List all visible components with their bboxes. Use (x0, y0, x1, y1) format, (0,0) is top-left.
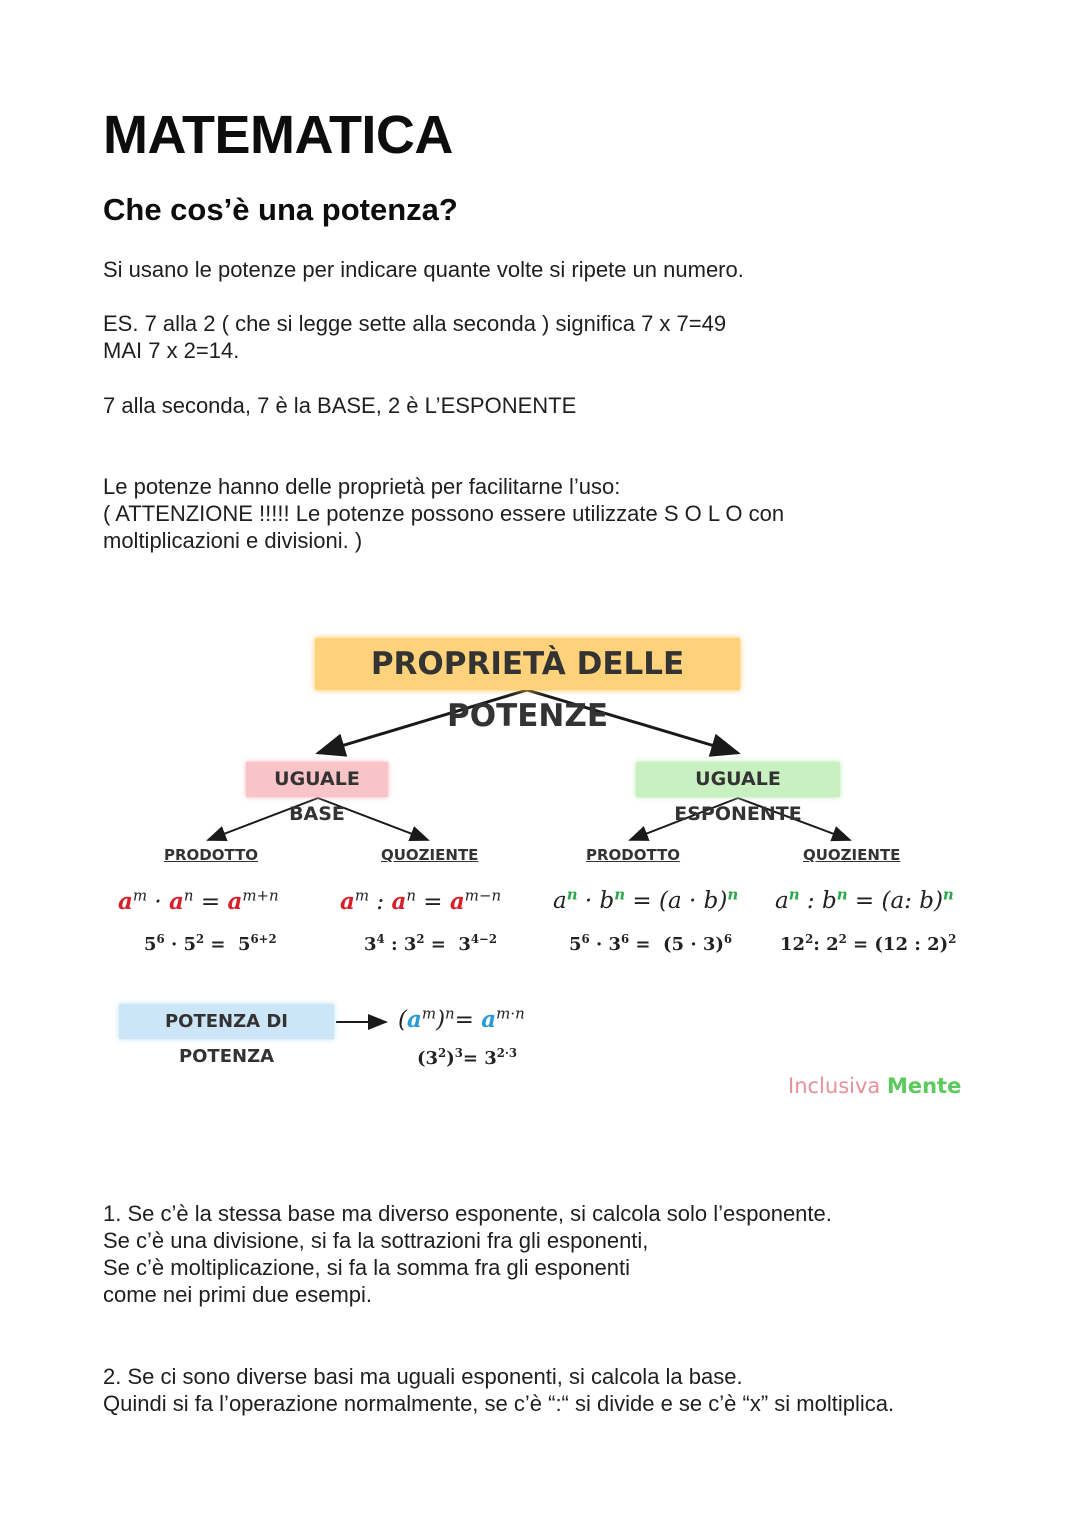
properties-line-3: moltiplicazioni e divisioni. ) (103, 528, 363, 553)
rule1-line-4: come nei primi due esempi. (103, 1282, 373, 1307)
uguale-base-box: UGUALE BASE (246, 762, 388, 797)
example-line-1: ES. 7 alla 2 ( che si legge sette alla seconda ) significa 7 x 7=49 (103, 311, 727, 336)
uguale-esponente-box: UGUALE ESPONENTE (636, 762, 840, 797)
formula-power-of-power: $(a^m)^n= a^{m\cdot n}$ (398, 1004, 525, 1033)
rule1-line-3: Se c’è moltiplicazione, si fa la somma fra gli esponenti (103, 1255, 631, 1280)
properties-line-1: Le potenze hanno delle proprietà per facilitarne l’uso: (103, 474, 621, 499)
right-quoziente-label: QUOZIENTE (803, 846, 901, 864)
example-line-2: MAI 7 x 2=14. (103, 338, 240, 363)
powers-diagram (0, 600, 1080, 1120)
brand-part-mente: Mente (886, 1074, 962, 1098)
example-same-exp-quotient: $12^2$: $2^2 = (12$ : 2)$^2$ (780, 932, 957, 955)
rule1-line-2: Se c’è una divisione, si fa la sottrazioni fra gli esponenti, (103, 1228, 649, 1253)
main-title-box: PROPRIETÀ DELLE POTENZE (315, 638, 740, 690)
left-quoziente-label: QUOZIENTE (381, 846, 479, 864)
brand-part-inclusiva: Inclusiva (788, 1074, 881, 1098)
example-same-base-quotient: $3^4$ : $3^2 = 3^{4-2}$ (364, 932, 497, 955)
example-power-of-power: $(3^2)^3= 3^{2\cdot 3}$ (417, 1046, 518, 1069)
rule1-line-1: 1. Se c’è la stessa base ma diverso esponente, si calcola solo l’esponente. (103, 1201, 832, 1226)
left-prodotto-label: PRODOTTO (164, 846, 259, 864)
example-same-base-product: $5^6 \cdot 5^2 = 5^{6+2}$ (144, 932, 277, 955)
example-same-exp-product: $5^6 \cdot 3^6 = (5 \cdot 3)^6$ (569, 932, 733, 955)
brand-watermark (788, 1074, 961, 1098)
intro-paragraph: Si usano le potenze per indicare quante volte si ripete un numero. (103, 257, 744, 282)
formula-same-exp-quotient: $a^n$ : $b^n = (a$: b)$^n$ (775, 885, 954, 914)
right-prodotto-label: PRODOTTO (586, 846, 681, 864)
formula-same-exp-product: $a^n \cdot b^n = (a \cdot b)^n$ (553, 885, 739, 914)
properties-line-2: ( ATTENZIONE !!!!! Le potenze possono essere utilizzate S O L O con (103, 501, 785, 526)
formula-same-base-product: $a^m \cdot a^n = a^{m+n}$ (118, 886, 279, 915)
section-subtitle: Che cos’è una potenza? (103, 192, 458, 227)
potenza-di-potenza-box: POTENZA DI POTENZA (119, 1004, 334, 1039)
base-exponent-line: 7 alla seconda, 7 è la BASE, 2 è L’ESPONENTE (103, 393, 577, 418)
page-title: MATEMATICA (103, 105, 453, 165)
rule2-line-1: 2. Se ci sono diverse basi ma uguali esponenti, si calcola la base. (103, 1364, 743, 1389)
rule2-line-2: Quindi si fa l’operazione normalmente, se c’è “:“ si divide e se c’è “x” si moltiplica. (103, 1391, 895, 1416)
formula-same-base-quotient: $a^m$ : $a^n = a^{m-n}$ (340, 886, 502, 915)
